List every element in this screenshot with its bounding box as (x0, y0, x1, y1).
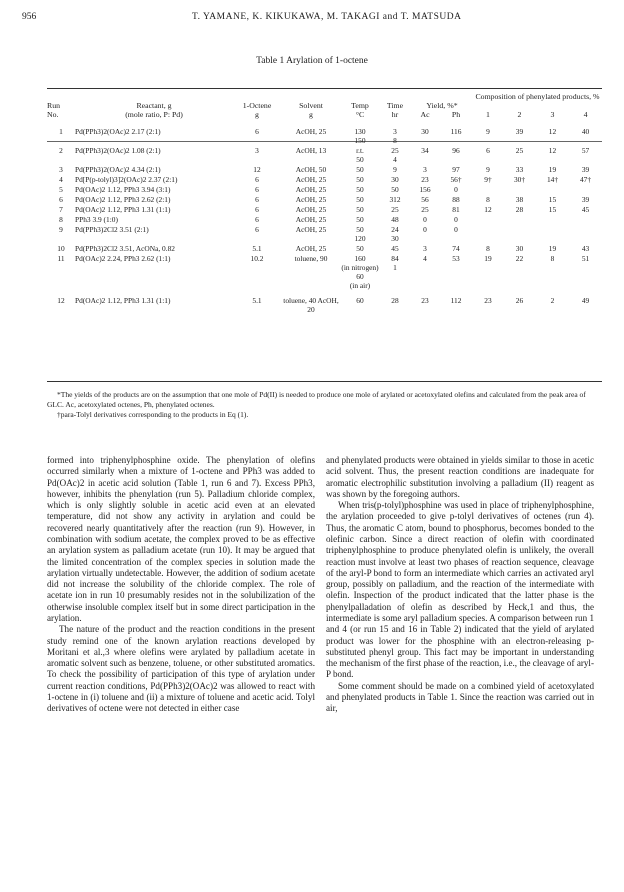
body-column-left (47, 455, 315, 714)
run-no-cell: 4 (59, 175, 63, 184)
solvent-cell: AcOH, 25 (295, 175, 327, 184)
octene-amount-cell: 10.2 (250, 254, 264, 263)
yield-ph-cell: 56† (450, 175, 462, 184)
yield-ac-cell: 23 (421, 296, 429, 305)
comp-1-header: 1 (486, 110, 490, 119)
comp-4-cell (569, 225, 602, 243)
table-header-row-2 (47, 101, 602, 110)
solvent-cell: toluene, 90 (294, 254, 328, 263)
body-column-right (326, 455, 594, 714)
comp-2-cell: 30† (513, 175, 526, 184)
table-row (47, 254, 602, 290)
yield-ph-cell: 116 (450, 127, 462, 136)
comp-2-cell: 33 (515, 165, 524, 174)
octene-amount-cell: 6 (255, 175, 259, 184)
reactant-header: Reactant, g (136, 101, 172, 110)
temperature-line: 50 (356, 185, 364, 194)
yield-ac-cell: 23 (421, 175, 429, 184)
temperature-cell (341, 195, 379, 204)
table-row (47, 205, 602, 214)
comp-3-header: 3 (550, 110, 555, 119)
solvent-header-unit: g (309, 110, 313, 119)
run-no-cell: 6 (59, 195, 63, 204)
time-cell (379, 146, 411, 164)
temperature-line: 50 (356, 195, 364, 204)
comp-2-cell: 39 (515, 127, 524, 136)
time-cell (379, 205, 411, 214)
reactant-cell: PPh3 3.9 (1:0) (75, 215, 118, 224)
temperature-line: r.t. (356, 146, 364, 155)
comp-1-cell: 9 (486, 165, 490, 174)
time-cell (379, 165, 411, 174)
yield-ac-cell: 56 (421, 195, 429, 204)
run-no-cell: 9 (59, 225, 63, 234)
temperature-cell (341, 185, 379, 194)
comp-3-cell: 2 (550, 296, 555, 305)
comp-4-cell (569, 215, 602, 224)
table-row (47, 244, 602, 253)
solvent-cell: AcOH, 25 (295, 127, 327, 136)
octene-amount-cell: 6 (255, 185, 259, 194)
footnote-tolyl: †para-Tolyl derivatives corresponding to the products in Eq (1). (57, 410, 249, 419)
run-no-cell: 3 (59, 165, 63, 174)
comp-3-cell (536, 225, 569, 243)
time-cell (379, 185, 411, 194)
time-line: 84 (391, 254, 399, 263)
comp-3-cell: 12 (548, 127, 557, 136)
table-bottom-rule (47, 381, 602, 382)
paragraph: Some comment should be made on a combined yield of acetoxylated and phenylated products in Table 1. Since the reaction was carried out in air, (326, 680, 594, 714)
temperature-line: 50 (356, 175, 364, 184)
comp-1-cell: 9† (484, 175, 492, 184)
octene-amount-cell: 6 (255, 205, 259, 214)
comp-1-cell: 9 (486, 127, 490, 136)
comp-2-cell (503, 185, 536, 194)
table-header-row-1 (47, 92, 602, 101)
run-no-cell: 2 (59, 146, 63, 155)
temperature-line: (in air) (349, 281, 371, 290)
page-number: 956 (22, 12, 37, 22)
time-header-unit: hr (391, 110, 399, 119)
comp-4-header: 4 (583, 110, 588, 119)
temp-header-unit: °C (355, 110, 365, 119)
run-no-cell: 1 (59, 127, 63, 136)
time-line: 48 (391, 215, 399, 224)
comp-2-cell: 30 (515, 244, 524, 253)
reactant-cell: Pd(PPh3)2(OAc)2 1.08 (2:1) (75, 146, 161, 155)
solvent-cell: AcOH, 50 (295, 165, 327, 174)
yield-ac-cell: 4 (423, 254, 427, 263)
comp-3-cell: 8 (550, 254, 555, 263)
solvent-header: Solvent (299, 101, 323, 110)
temperature-cell (341, 146, 379, 164)
comp-1-cell: 12 (484, 205, 492, 214)
table-row (47, 175, 602, 184)
comp-2-header: 2 (517, 110, 522, 119)
composition-header: Composition of phenylated products, % (475, 92, 600, 101)
arylation-table (47, 92, 602, 315)
reactant-cell: Pd(OAc)2 1.12, PPh3 2.62 (2:1) (75, 195, 171, 204)
comp-2-cell: 38 (515, 195, 524, 204)
comp-1-cell: 23 (484, 296, 492, 305)
comp-4-cell: 45 (581, 205, 590, 214)
time-cell (379, 215, 411, 224)
octene-amount-cell: 6 (255, 215, 259, 224)
time-line: 28 (391, 296, 399, 305)
comp-1-cell (473, 215, 503, 224)
reactant-cell: Pd(OAc)2 1.12, PPh3 1.31 (1:1) (75, 296, 171, 305)
yield-ph-cell: 74 (452, 244, 460, 253)
comp-1-cell: 6 (486, 146, 490, 155)
reactant-cell: Pd[P(p-tolyl)3]2(OAc)2 2.37 (2:1) (75, 175, 178, 184)
time-line: 9 (393, 165, 397, 174)
run-header: Run (47, 101, 60, 110)
octene-header-unit: g (255, 110, 259, 119)
yield-ph-cell: 0 (454, 185, 458, 194)
comp-3-cell: 12 (548, 146, 557, 155)
comp-4-cell: 39 (581, 195, 590, 204)
temperature-cell (341, 175, 379, 184)
comp-4-cell: 51 (581, 254, 590, 263)
temperature-line: 60 (356, 296, 364, 305)
yield-ph-cell: 53 (452, 254, 460, 263)
run-no-cell: 7 (59, 205, 63, 214)
time-line: 50 (391, 185, 399, 194)
time-line: 3 (393, 127, 397, 136)
comp-4-cell: 57 (581, 146, 590, 155)
run-header-unit: No. (47, 110, 59, 119)
time-line: 25 (391, 146, 399, 155)
yield-ph-cell: 0 (454, 215, 458, 224)
table-row (47, 146, 602, 164)
solvent-cell: AcOH, 25 (295, 215, 327, 224)
yield-header: Yield, %* (426, 101, 458, 110)
yield-ph-cell: 0 (454, 225, 458, 234)
yield-ph-cell: 97 (452, 165, 460, 174)
yield-ac-cell: 3 (423, 165, 427, 174)
yield-ph-header: Ph (451, 110, 461, 119)
time-cell (379, 244, 411, 253)
yield-ac-cell: 0 (423, 215, 427, 224)
octene-amount-cell: 5.1 (252, 244, 262, 253)
yield-ac-cell: 25 (421, 205, 429, 214)
run-no-cell: 12 (57, 296, 65, 305)
comp-1-cell: 8 (486, 244, 490, 253)
reactant-cell: Pd(OAc)2 1.12, PPh3 3.94 (3:1) (75, 185, 171, 194)
reactant-cell: Pd(OAc)2 2.24, PPh3 2.62 (1:1) (75, 254, 171, 263)
comp-3-cell: 15 (548, 205, 557, 214)
table-row (47, 296, 602, 314)
temperature-line: 50 (356, 205, 364, 214)
comp-3-cell (536, 185, 569, 194)
temperature-cell (341, 296, 379, 314)
table-header-row-3 (47, 110, 602, 119)
yield-ph-cell: 81 (452, 205, 460, 214)
comp-2-cell: 28 (515, 205, 524, 214)
time-header: Time (386, 101, 404, 110)
time-cell (379, 254, 411, 290)
solvent-cell: toluene, 40 AcOH, 20 (283, 296, 339, 314)
table-row (47, 225, 602, 243)
temperature-line: 160 (354, 254, 366, 263)
temperature-line: (in nitrogen) (341, 263, 379, 272)
temperature-line: 50 (356, 215, 364, 224)
comp-3-cell: 14† (546, 175, 559, 184)
paragraph: When tris(p-tolyl)phosphine was used in place of triphenylphosphine, the arylation proceeded to give p-tolyl derivatives of octenes (run 4). Thus, the aromatic C atom, bound to phosphorus, becomes bonded to the olefinic carbon. Since a direct reaction of olefin with coordinated triphenylphosphine to produce phenylated olefin is unlikely, the overall reaction must involve at least two phases of reaction sequence, cleavage of the aryl-P bond to form an intermediate which carries an activated aryl group, possibly on palladium, and the reaction of the intermediate with olefin. Inspection of the product indicated that the latter phase is the phenylpalladation of olefin as described by Heck,1 and thus, the intermediate is some aryl palladium species. A comparison between run 1 and 4 (or run 15 and 16 in Table 2) indicated that the yield of arylated product was lower for the phosphine with an electron-releasing p-substituted phenyl group. This fact may be important in understanding the mechanism of the first phase of the reaction, i.e., the cleavage of aryl-P bond. (326, 500, 594, 680)
run-no-cell: 5 (59, 185, 63, 194)
comp-2-cell: 25 (515, 146, 524, 155)
solvent-cell: AcOH, 25 (295, 244, 327, 253)
comp-2-cell: 22 (515, 254, 524, 263)
comp-3-cell: 19 (548, 244, 557, 253)
comp-4-cell: 47† (579, 175, 592, 184)
time-line: 312 (389, 195, 401, 204)
temp-header: Temp (351, 101, 369, 110)
temperature-line: 50 (356, 225, 364, 234)
yield-ph-cell: 88 (452, 195, 460, 204)
octene-amount-cell: 12 (253, 165, 261, 174)
comp-1-cell (473, 225, 503, 243)
solvent-cell: AcOH, 25 (295, 185, 327, 194)
table-footnotes (47, 390, 602, 420)
temperature-cell (341, 244, 379, 253)
temperature-cell (341, 205, 379, 214)
temperature-line: 50 (356, 155, 364, 164)
paragraph: The nature of the product and the reaction conditions in the present study remind one of the known arylation reactions developed by Moritani et al.,3 where olefins were arylated by palladium acetate in aromatic solvent such as benzene, toluene, or other substituted aromatics. To check the possibility of participation of this type of arylation under current reaction conditions, Pd(PPh3)2(OAc)2 was allowed to react with 1-octene in (i) toluene and (ii) a mixture of toluene and acetic acid. Tolyl derivatives of octene were not detected in either case (47, 624, 315, 714)
yield-ac-cell: 3 (423, 244, 427, 253)
yield-ac-cell: 30 (421, 127, 429, 136)
temperature-line: 120 (354, 234, 366, 243)
temperature-cell (341, 215, 379, 224)
running-head-authors: T. YAMANE, K. KIKUKAWA, M. TAKAGI and T. MATSUDA (192, 12, 462, 22)
comp-4-cell: 39 (581, 165, 590, 174)
table-row (47, 165, 602, 174)
paragraph: formed into triphenylphosphine oxide. The phenylation of olefins occurred similarly when a mixture of 1-octene and PPh3 was added to Pd(OAc)2 in acetic acid solution (Table 1, run 6 and 7). Excess PPh3, however, inhibits the phenylation (run 5). Palladium chloride complex, which is only slightly soluble in acetic acid even at an elevated temperature, did not show any activity in arylation and could be recovered nearly quantitatively after the reaction (run 9). However, in combination with sodium acetate, the complex proved to be as effective an arylation system as palladium acetate (run 10). It may be argued that the limited concentration of the complex species in solution made the arylation virtually undetectable. However, the addition of sodium acetate did not increase the solubility of the chloride complex. The role of acetate ion in run 10 presumably resides not in the solubilization of the otherwise insoluble complex itself but in some direct participation in the arylation. (47, 455, 315, 623)
footnote-yield: *The yields of the products are on the assumption that one mole of Pd(II) is needed to produce one mole of arylated or acetoxylated olefins and calculated from the peak area of GLC. Ac, acetoxylated octenes, Ph, phenylated octenes. (47, 390, 586, 409)
temperature-cell (341, 254, 379, 290)
time-cell (379, 296, 411, 314)
yield-ac-cell: 34 (421, 146, 429, 155)
temperature-line: 60 (356, 272, 364, 281)
table-row (47, 127, 602, 145)
time-cell (379, 195, 411, 204)
solvent-cell: AcOH, 25 (295, 195, 327, 204)
octene-amount-cell: 6 (255, 225, 259, 234)
temperature-line: 50 (356, 165, 364, 174)
reactant-cell: Pd(PPh3)2Cl2 3.51, AcONa, 0.82 (75, 244, 175, 253)
octene-amount-cell: 6 (255, 195, 259, 204)
table-row (47, 215, 602, 224)
time-line: 8 (393, 136, 397, 145)
comp-2-cell (503, 225, 536, 243)
yield-ph-cell: 112 (450, 296, 462, 305)
comp-1-cell: 8 (486, 195, 490, 204)
comp-4-cell: 49 (581, 296, 590, 305)
reactant-cell: Pd(PPh3)2(OAc)2 2.17 (2:1) (75, 127, 161, 136)
reactant-header-unit: (mole ratio, P: Pd) (125, 110, 183, 119)
comp-3-cell: 19 (548, 165, 557, 174)
octene-amount-cell: 6 (255, 127, 259, 136)
reactant-cell: Pd(OAc)2 1.12, PPh3 1.31 (1:1) (75, 205, 171, 214)
temperature-cell (341, 127, 379, 145)
comp-4-cell (569, 185, 602, 194)
temperature-cell (341, 165, 379, 174)
time-line: 24 (391, 225, 399, 234)
comp-4-cell: 40 (581, 127, 590, 136)
temperature-line: 50 (356, 244, 364, 253)
reactant-cell: Pd(PPh3)2(OAc)2 4.34 (2:1) (75, 165, 161, 174)
solvent-cell: AcOH, 13 (295, 146, 327, 155)
table-caption: Table 1 Arylation of 1-octene (256, 56, 368, 66)
yield-ph-cell: 96 (452, 146, 460, 155)
time-line: 45 (391, 244, 399, 253)
comp-1-cell: 19 (484, 254, 492, 263)
yield-ac-header: Ac (420, 110, 430, 119)
octene-header: 1-Octene (242, 101, 272, 110)
run-no-cell: 10 (57, 244, 65, 253)
comp-3-cell (536, 215, 569, 224)
table-row (47, 195, 602, 204)
run-no-cell: 8 (59, 215, 63, 224)
yield-ac-cell: 156 (419, 185, 431, 194)
comp-1-cell (473, 185, 503, 194)
table-top-rule (47, 88, 602, 89)
solvent-cell: AcOH, 25 (295, 205, 327, 214)
time-line: 30 (391, 175, 399, 184)
yield-ac-cell: 0 (423, 225, 427, 234)
temperature-line: 150 (354, 136, 366, 145)
comp-4-cell: 43 (581, 244, 590, 253)
time-cell (379, 225, 411, 243)
octene-amount-cell: 3 (255, 146, 259, 155)
time-line: 25 (391, 205, 399, 214)
comp-2-cell: 26 (515, 296, 524, 305)
time-line: 1 (393, 263, 397, 272)
comp-3-cell: 15 (548, 195, 557, 204)
time-cell (379, 127, 411, 145)
time-line: 4 (393, 155, 397, 164)
time-cell (379, 175, 411, 184)
paragraph: and phenylated products were obtained in yields similar to those in acetic acid solvent. Thus, the present reaction conditions are inadequate for aromatic electrophilic substitution involving a palladium (II) reagent as was shown by the foregoing authors. (326, 455, 594, 499)
temperature-cell (341, 225, 379, 243)
time-line: 30 (391, 234, 399, 243)
octene-amount-cell: 5.1 (252, 296, 262, 305)
solvent-cell: AcOH, 25 (295, 225, 327, 234)
comp-2-cell (503, 215, 536, 224)
table-row (47, 185, 602, 194)
reactant-cell: Pd(PPh3)2Cl2 3.51 (2:1) (75, 225, 149, 234)
run-no-cell: 11 (57, 254, 65, 263)
temperature-line: 130 (354, 127, 366, 136)
